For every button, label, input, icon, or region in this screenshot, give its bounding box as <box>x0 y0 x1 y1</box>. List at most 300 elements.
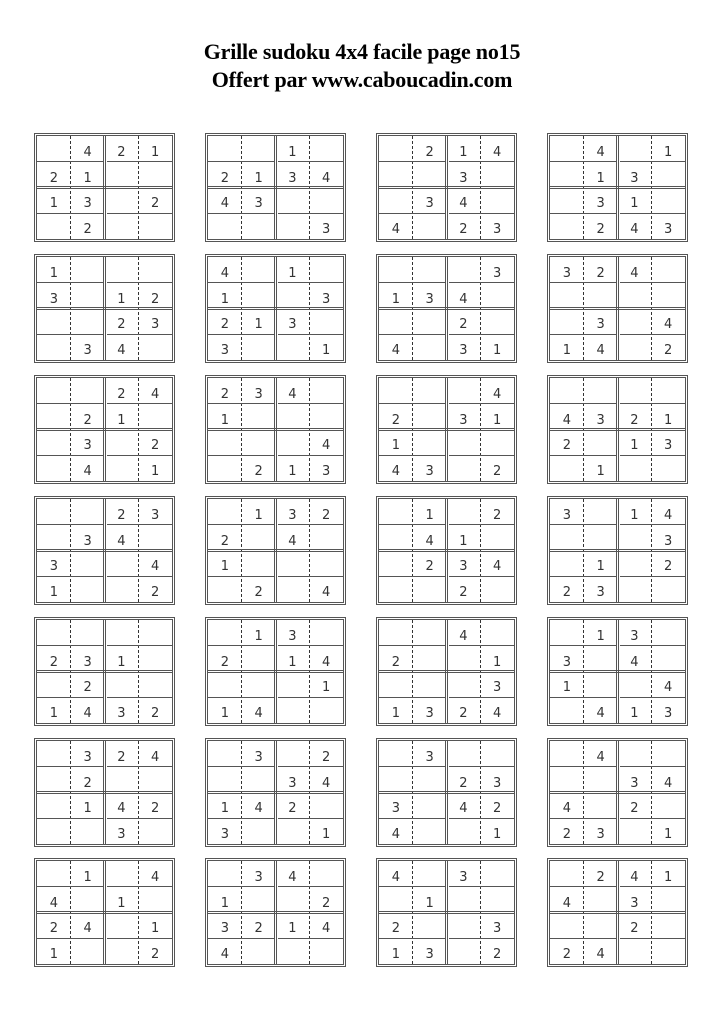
sudoku-cell: 2 <box>83 412 92 428</box>
sudoku-cell <box>138 162 172 188</box>
cell-divider-horizontal <box>278 455 344 456</box>
sudoku-cell <box>550 455 584 481</box>
cell-divider-horizontal <box>379 282 445 283</box>
sudoku-cell: 2 <box>562 947 572 962</box>
sudoku-cell <box>480 430 514 456</box>
sudoku-cell <box>276 576 310 602</box>
sudoku-cell <box>105 551 139 577</box>
sudoku-cell <box>276 188 310 214</box>
sudoku-grid <box>547 858 688 967</box>
sudoku-grid <box>376 254 517 363</box>
sudoku-cell <box>138 887 172 913</box>
sudoku-cell: 2 <box>288 801 297 817</box>
sudoku-cell <box>447 257 481 283</box>
sudoku-cell: 3 <box>220 827 230 842</box>
cell-divider-horizontal <box>379 213 445 214</box>
sudoku-cell: 4 <box>663 507 673 523</box>
sudoku-cell: 4 <box>220 196 230 212</box>
box-divider-horizontal <box>37 670 172 673</box>
sudoku-cell: 4 <box>459 801 468 817</box>
sudoku-cell: 3 <box>459 412 468 428</box>
sudoku-cell <box>138 257 172 283</box>
sudoku-cell <box>71 887 105 913</box>
cell-divider-horizontal <box>620 766 686 767</box>
sudoku-cell <box>138 672 172 698</box>
sudoku-cell: 4 <box>596 947 605 962</box>
sudoku-cell <box>413 257 447 283</box>
sudoku-cell <box>379 162 413 188</box>
sudoku-cell: 2 <box>83 222 92 237</box>
sudoku-cell: 1 <box>49 196 59 212</box>
sudoku-grid <box>34 496 175 605</box>
sudoku-cell: 3 <box>254 196 263 212</box>
sudoku-cell <box>37 672 71 698</box>
sudoku-grid <box>376 738 517 847</box>
sudoku-cell <box>651 913 685 939</box>
sudoku-cell <box>37 499 71 525</box>
sudoku-cell <box>276 283 310 309</box>
sudoku-cell: 3 <box>663 222 673 237</box>
sudoku-cell <box>379 309 413 335</box>
box-divider-horizontal <box>550 549 685 552</box>
sudoku-cell <box>618 136 652 162</box>
sudoku-cell <box>37 404 71 430</box>
sudoku-cell <box>309 861 343 887</box>
sudoku-cell: 2 <box>254 585 263 600</box>
sudoku-cell <box>584 499 618 525</box>
sudoku-cell <box>550 620 584 646</box>
sudoku-cell: 4 <box>254 706 263 721</box>
cell-divider-horizontal <box>37 886 103 887</box>
sudoku-cell <box>480 162 514 188</box>
sudoku-cell: 2 <box>220 386 230 402</box>
sudoku-cell: 4 <box>117 343 126 358</box>
sudoku-cell: 4 <box>630 222 639 237</box>
sudoku-cell: 2 <box>562 438 572 454</box>
sudoku-cell <box>242 646 276 672</box>
sudoku-cell <box>379 576 413 602</box>
box-divider-horizontal <box>208 428 343 431</box>
sudoku-cell: 3 <box>663 438 673 454</box>
sudoku-cell <box>242 672 276 698</box>
cell-divider-horizontal <box>449 524 515 525</box>
sudoku-cell <box>37 525 71 551</box>
sudoku-grid <box>547 375 688 484</box>
sudoku-cell: 2 <box>254 921 263 937</box>
sudoku-cell <box>242 430 276 456</box>
sudoku-cell <box>37 767 71 793</box>
sudoku-cell: 4 <box>391 869 401 885</box>
sudoku-cell: 3 <box>459 343 468 358</box>
sudoku-cell: 4 <box>49 895 59 911</box>
sudoku-cell <box>413 162 447 188</box>
sudoku-cell <box>242 213 276 239</box>
cell-divider-horizontal <box>37 455 103 456</box>
sudoku-cell: 2 <box>630 412 639 428</box>
sudoku-cell: 3 <box>425 291 434 307</box>
sudoku-cell: 4 <box>492 559 502 575</box>
cell-divider-horizontal <box>208 697 274 698</box>
sudoku-cell: 2 <box>117 144 126 160</box>
box-divider-horizontal <box>37 186 172 189</box>
sudoku-grid <box>205 496 346 605</box>
cell-divider-horizontal <box>449 886 515 887</box>
sudoku-cell: 1 <box>288 921 297 937</box>
cell-divider-horizontal <box>620 818 686 819</box>
sudoku-cell <box>413 818 447 844</box>
cell-divider-horizontal <box>550 938 616 939</box>
sudoku-cell: 3 <box>596 827 605 842</box>
sudoku-cell: 2 <box>220 317 230 333</box>
sudoku-cell <box>480 525 514 551</box>
sudoku-cell: 1 <box>220 559 230 575</box>
sudoku-cell <box>71 499 105 525</box>
cell-divider-horizontal <box>449 161 515 162</box>
sudoku-cell: 4 <box>288 533 297 549</box>
sudoku-cell <box>447 378 481 404</box>
sudoku-cell <box>242 525 276 551</box>
sudoku-cell: 3 <box>562 507 572 523</box>
sudoku-cell: 4 <box>492 706 502 721</box>
sudoku-cell: 3 <box>459 559 468 575</box>
sudoku-cell <box>651 188 685 214</box>
sudoku-grid <box>547 496 688 605</box>
sudoku-cell: 1 <box>663 412 673 428</box>
sudoku-cell: 4 <box>321 585 331 600</box>
sudoku-cell <box>309 525 343 551</box>
sudoku-cell: 1 <box>117 654 126 670</box>
box-divider-horizontal <box>37 307 172 310</box>
sudoku-cell: 4 <box>459 291 468 307</box>
sudoku-cell <box>447 646 481 672</box>
sudoku-cell <box>480 887 514 913</box>
sudoku-cell <box>447 455 481 481</box>
sudoku-cell: 1 <box>220 895 230 911</box>
sudoku-cell <box>276 404 310 430</box>
sudoku-cell <box>309 309 343 335</box>
sudoku-cell: 1 <box>254 628 263 644</box>
sudoku-cell: 3 <box>663 533 673 549</box>
sudoku-cell <box>71 257 105 283</box>
sudoku-cell: 3 <box>288 507 297 523</box>
sudoku-cell: 1 <box>391 291 401 307</box>
cell-divider-horizontal <box>379 818 445 819</box>
sudoku-cell: 2 <box>321 895 331 911</box>
sudoku-cell: 3 <box>254 749 263 765</box>
sudoku-cell <box>447 913 481 939</box>
sudoku-cell: 4 <box>150 869 160 885</box>
cell-divider-horizontal <box>379 766 445 767</box>
sudoku-cell: 4 <box>83 921 92 937</box>
sudoku-cell: 3 <box>49 291 59 307</box>
sudoku-cell <box>413 430 447 456</box>
sudoku-cell: 3 <box>492 222 502 237</box>
sudoku-cell <box>651 576 685 602</box>
sudoku-cell <box>105 913 139 939</box>
cell-divider-horizontal <box>278 213 344 214</box>
cell-divider-horizontal <box>107 938 173 939</box>
sudoku-cell: 3 <box>425 196 434 212</box>
sudoku-cell <box>276 672 310 698</box>
sudoku-cell <box>651 378 685 404</box>
sudoku-cell <box>242 283 276 309</box>
sudoku-grid <box>205 617 346 726</box>
sudoku-cell: 4 <box>220 947 230 962</box>
sudoku-cell <box>276 551 310 577</box>
sudoku-cell <box>480 861 514 887</box>
sudoku-cell: 3 <box>459 869 468 885</box>
sudoku-cell: 1 <box>630 706 639 721</box>
sudoku-cell: 4 <box>83 144 92 160</box>
sudoku-cell: 4 <box>596 706 605 721</box>
box-divider-horizontal <box>550 307 685 310</box>
sudoku-cell: 4 <box>630 265 639 281</box>
sudoku-cell: 3 <box>220 343 230 358</box>
sudoku-cell <box>379 551 413 577</box>
sudoku-cell: 2 <box>117 507 126 523</box>
sudoku-cell <box>276 887 310 913</box>
sudoku-cell: 2 <box>220 170 230 186</box>
sudoku-cell <box>651 938 685 964</box>
sudoku-cell: 2 <box>562 585 572 600</box>
cell-divider-horizontal <box>278 886 344 887</box>
cell-divider-horizontal <box>550 282 616 283</box>
sudoku-cell <box>413 576 447 602</box>
sudoku-cell <box>618 309 652 335</box>
cell-divider-horizontal <box>278 334 344 335</box>
sudoku-cell: 2 <box>425 559 434 575</box>
sudoku-grid <box>376 133 517 242</box>
sudoku-cell: 1 <box>391 706 401 721</box>
box-divider-horizontal <box>208 791 343 794</box>
sudoku-grid <box>205 738 346 847</box>
sudoku-cell: 1 <box>425 895 434 911</box>
sudoku-cell: 3 <box>117 706 126 721</box>
box-divider-horizontal <box>379 791 514 794</box>
sudoku-cell: 2 <box>117 317 126 333</box>
sudoku-cell: 4 <box>562 412 572 428</box>
sudoku-cell: 2 <box>459 775 468 791</box>
sudoku-cell <box>651 793 685 819</box>
sudoku-cell <box>413 861 447 887</box>
sudoku-cell <box>413 767 447 793</box>
cell-divider-horizontal <box>107 213 173 214</box>
sudoku-cell <box>550 162 584 188</box>
sudoku-cell <box>138 525 172 551</box>
sudoku-cell: 1 <box>220 412 230 428</box>
sudoku-cell: 1 <box>321 680 331 696</box>
box-divider-horizontal <box>208 186 343 189</box>
sudoku-cell: 1 <box>630 196 639 212</box>
sudoku-cell <box>242 938 276 964</box>
sudoku-cell: 2 <box>459 585 468 600</box>
sudoku-cell: 1 <box>220 706 230 721</box>
sudoku-cell <box>71 378 105 404</box>
sudoku-cell <box>618 378 652 404</box>
sudoku-cell: 1 <box>630 438 639 454</box>
sudoku-cell: 3 <box>321 464 331 479</box>
sudoku-cell: 1 <box>150 464 160 479</box>
cell-divider-horizontal <box>449 645 515 646</box>
sudoku-cell <box>208 741 242 767</box>
cell-divider-horizontal <box>550 645 616 646</box>
sudoku-cell <box>413 378 447 404</box>
sudoku-cell: 4 <box>596 343 605 358</box>
sudoku-cell <box>138 213 172 239</box>
sudoku-cell: 3 <box>596 317 605 333</box>
sudoku-cell <box>105 938 139 964</box>
cell-divider-horizontal <box>379 697 445 698</box>
box-divider-horizontal <box>550 911 685 914</box>
sudoku-cell <box>618 741 652 767</box>
sudoku-cell <box>37 455 71 481</box>
cell-divider-horizontal <box>37 766 103 767</box>
sudoku-cell: 1 <box>425 507 434 523</box>
sudoku-cell: 1 <box>321 827 331 842</box>
cell-divider-horizontal <box>278 697 344 698</box>
cell-divider-horizontal <box>37 818 103 819</box>
sudoku-cell <box>37 309 71 335</box>
box-divider-horizontal <box>379 670 514 673</box>
sudoku-cell: 1 <box>492 827 502 842</box>
sudoku-cell: 2 <box>220 654 230 670</box>
cell-divider-horizontal <box>37 334 103 335</box>
sudoku-cell <box>584 767 618 793</box>
sudoku-cell <box>447 672 481 698</box>
cell-divider-horizontal <box>208 524 274 525</box>
sudoku-cell <box>242 767 276 793</box>
sudoku-cell: 3 <box>83 749 92 765</box>
sudoku-cell <box>584 672 618 698</box>
sudoku-cell <box>37 741 71 767</box>
cell-divider-horizontal <box>278 818 344 819</box>
sudoku-cell <box>651 455 685 481</box>
sudoku-cell <box>276 334 310 360</box>
sudoku-cell: 2 <box>596 869 605 885</box>
sudoku-cell: 4 <box>663 775 673 791</box>
page-subtitle: Offert par www.caboucadin.com <box>211 67 513 92</box>
cell-divider-horizontal <box>37 645 103 646</box>
sudoku-cell: 3 <box>288 628 297 644</box>
sudoku-cell: 3 <box>150 317 160 333</box>
sudoku-cell <box>550 378 584 404</box>
sudoku-cell <box>242 551 276 577</box>
box-divider-horizontal <box>37 791 172 794</box>
sudoku-cell: 3 <box>321 291 331 307</box>
sudoku-cell <box>105 257 139 283</box>
sudoku-cell <box>618 576 652 602</box>
sudoku-cell: 2 <box>150 801 160 817</box>
sudoku-cell <box>413 309 447 335</box>
box-divider-horizontal <box>550 186 685 189</box>
sudoku-cell <box>309 136 343 162</box>
sudoku-cell: 2 <box>459 222 468 237</box>
sudoku-cell: 4 <box>321 654 331 670</box>
page-title: Grille sudoku 4x4 facile page no15 <box>203 39 521 64</box>
cell-divider-horizontal <box>278 524 344 525</box>
sudoku-cell <box>480 309 514 335</box>
cell-divider-horizontal <box>107 455 173 456</box>
sudoku-cell: 1 <box>150 921 160 937</box>
cell-divider-horizontal <box>620 334 686 335</box>
sudoku-cell <box>276 741 310 767</box>
sudoku-cell: 2 <box>663 559 673 575</box>
sudoku-cell: 2 <box>83 775 92 791</box>
sudoku-cell: 2 <box>562 827 572 842</box>
cell-divider-horizontal <box>550 524 616 525</box>
sudoku-cell <box>105 455 139 481</box>
sudoku-cell: 4 <box>117 533 126 549</box>
sudoku-cell: 3 <box>254 869 263 885</box>
sudoku-cell: 3 <box>150 507 160 523</box>
sudoku-cell <box>242 887 276 913</box>
sudoku-cell: 1 <box>83 869 92 885</box>
sudoku-cell <box>138 334 172 360</box>
sudoku-cell: 1 <box>49 585 59 600</box>
sudoku-cell: 4 <box>459 196 468 212</box>
cell-divider-horizontal <box>37 938 103 939</box>
sudoku-cell: 4 <box>425 533 434 549</box>
sudoku-cell <box>37 793 71 819</box>
sudoku-cell: 1 <box>49 265 59 281</box>
sudoku-cell <box>550 188 584 214</box>
sudoku-cell: 3 <box>321 222 331 237</box>
sudoku-cell <box>447 818 481 844</box>
cell-divider-horizontal <box>208 213 274 214</box>
sudoku-cell: 2 <box>150 438 160 454</box>
sudoku-cell <box>105 620 139 646</box>
sudoku-cell <box>413 213 447 239</box>
cell-divider-horizontal <box>379 886 445 887</box>
sudoku-cell <box>550 767 584 793</box>
sudoku-cell: 2 <box>321 749 331 765</box>
cell-divider-horizontal <box>278 282 344 283</box>
sudoku-grid <box>547 254 688 363</box>
cell-divider-horizontal <box>107 524 173 525</box>
sudoku-cell: 4 <box>562 801 572 817</box>
sudoku-cell <box>618 455 652 481</box>
box-divider-horizontal <box>379 186 514 189</box>
cell-divider-horizontal <box>620 524 686 525</box>
sudoku-grid <box>34 133 175 242</box>
cell-divider-horizontal <box>37 161 103 162</box>
cell-divider-horizontal <box>379 576 445 577</box>
sudoku-cell: 2 <box>391 921 401 937</box>
sudoku-cell <box>37 430 71 456</box>
sudoku-cell: 4 <box>321 775 331 791</box>
box-divider-horizontal <box>550 791 685 794</box>
cell-divider-horizontal <box>107 576 173 577</box>
sudoku-cell <box>550 741 584 767</box>
sudoku-cell: 3 <box>391 801 401 817</box>
sudoku-grid <box>547 738 688 847</box>
sudoku-cell <box>618 551 652 577</box>
cell-divider-horizontal <box>620 697 686 698</box>
sudoku-cell: 4 <box>117 801 126 817</box>
sudoku-cell: 2 <box>117 749 126 765</box>
sudoku-cell <box>584 283 618 309</box>
sudoku-cell <box>550 551 584 577</box>
sudoku-cell <box>309 620 343 646</box>
sudoku-cell: 2 <box>150 196 160 212</box>
sudoku-cell <box>242 334 276 360</box>
sudoku-cell <box>480 741 514 767</box>
sudoku-cell <box>413 793 447 819</box>
sudoku-cell <box>37 620 71 646</box>
sudoku-cell <box>71 576 105 602</box>
box-divider-horizontal <box>37 911 172 914</box>
sudoku-grid <box>376 496 517 605</box>
